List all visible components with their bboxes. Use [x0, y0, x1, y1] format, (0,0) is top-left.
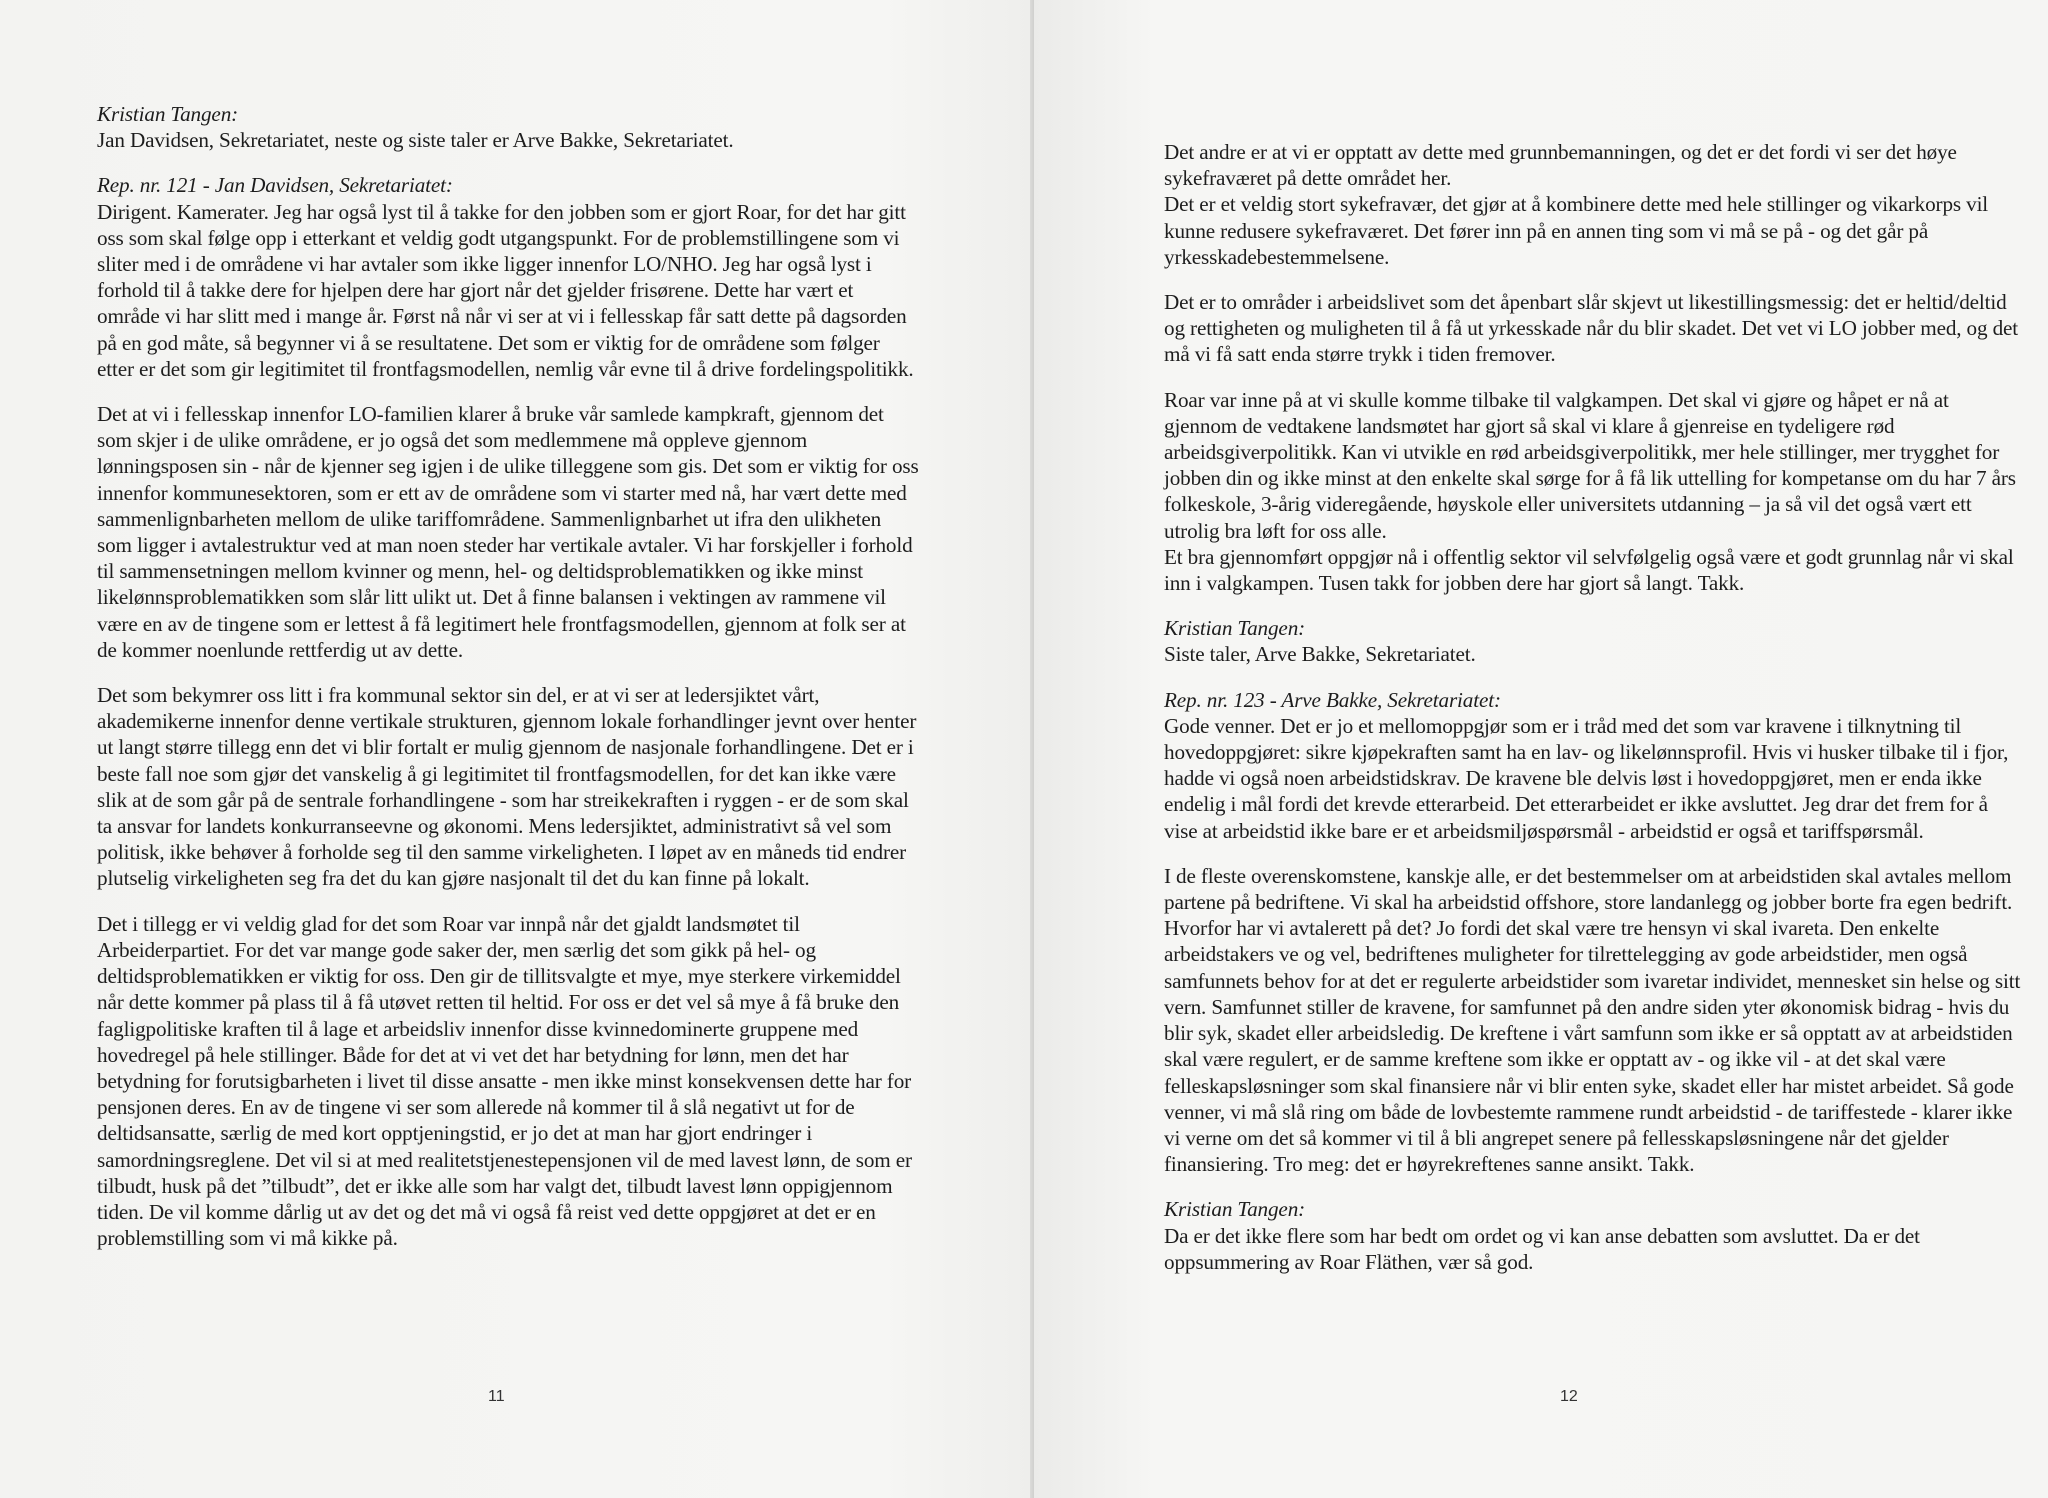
paragraph-text: I de fleste overenskomstene, kanskje alle, er det bestemmelser om at arbeidstiden skal avtales mellom partene på bedriftene. Vi skal ha arbeidstid offshore, store landanlegg og jobber borte fra egen bedrift. Hvorfor har vi avtalerett på det? Jo fordi det skal være tre hensyn vi skal ivareta. Den enkelte arbeidstakers ve og vel, bedriftenes muligheter for tilrettelegging av gode arbeidstider, men også samfunnets behov for at det er regulerte arbeidstider som ivaretar individet, mennesket sin helse og sitt vern. Samfunnet stiller de kravene, for samfunnet på den andre siden yter økonomisk bidrag - hvis du blir syk, skadet eller arbeidsledig. De kreftene i vårt samfunn som ikke er så opptatt av at arbeidstiden skal være regulert, er de samme kreftene som ikke er opptatt av - og ikke vil - at det skal være felleskapsløsninger som skal finansiere når vi blir enten syke, skadet eller har mistet arbeidet. Så gode venner, vi må slå ring om både de lovbestemte rammene rundt arbeidstid - de tariffestede - klarer ikke vi verne om det så kommer vi til å bli angrepet senere på fellesskapsløsningene når det gjelder finansiering. Tro meg: det er høyrekreftenes sanne ansikt. Takk.	[1164, 863, 2021, 1177]
paragraph	[97, 172, 919, 382]
paragraph-text: Jan Davidsen, Sekretariatet, neste og siste taler er Arve Bakke, Sekretariatet.	[97, 128, 734, 153]
paragraph	[1164, 139, 2026, 270]
speaker-label: Rep. nr. 123 - Arve Bakke, Sekretariatet:	[1164, 687, 1501, 712]
paragraph	[97, 401, 919, 663]
paragraph	[1164, 863, 2026, 1177]
paragraph-text: Det i tillegg er vi veldig glad for det som Roar var innpå når det gjaldt landsmøtet til Arbeiderpartiet. For det var mange gode saker der, men særlig det som gikk på hel- og deltidsproblematikken er viktig for oss. Den gir de tillitsvalgte et mye, mye sterkere virkemiddel når dette kommer på plass til å få utøvet retten til heltid. For oss er det vel så mye å få bruke den fagligpolitiske kraften til å lage et arbeidsliv innenfor disse kvinnedominerte gruppene med hovedregel på hele stillinger. Både for det at vi vet det har betydning for lønn, men det har betydning for forutsigbarheten i livet til disse ansatte - men ikke minst konsekvensen dette har for pensjonen deres. En av de tingene vi ser som allerede nå kommer til å slå negativt ut for de deltidsansatte, særlig de med kort opptjeningstid, er jo det at man har gjort endringer i samordningsreglene. Det vil si at med realitetstjenestepensjonen vil de med lavest lønn, de som er tilbudt, husk på det ”tilbudt”, det er ikke alle som har valgt det, tilbudt lavest lønn oppigjennom tiden. De vil komme dårlig ut av det og det må vi også få reist ved dette oppgjøret at det er en problemstilling som vi må kikke på.	[97, 911, 912, 1251]
left-text-column	[97, 0, 919, 1270]
paragraph-text: Gode venner. Det er jo et mellomoppgjør som er i tråd med det som var kravene i tilknytning til hovedoppgjøret: sikre kjøpekraften samt ha en lav- og likelønnsprofil. Hvis vi husker tilbake til i fjor, hadde vi også noen arbeidstidskrav. De kravene ble delvis løst i hovedoppgjøret, men er enda ikke endelig i mål fordi det krevde etterarbeid. Det etterarbeidet er ikke avsluttet. Jeg drar det frem for å vise at arbeidstid ikke bare er et arbeidsmiljøspørsmål - arbeidstid er også et tariffspørsmål.	[1164, 713, 2009, 843]
paragraph	[1164, 289, 2026, 368]
speaker-label: Kristian Tangen:	[1164, 1197, 1306, 1222]
speaker-label: Rep. nr. 121 - Jan Davidsen, Sekretariatet:	[97, 173, 453, 198]
page-number-left: 11	[488, 1388, 505, 1405]
paragraph-text: Det er to områder i arbeidslivet som det åpenbart slår skjevt ut likestillingsmessig: det er heltid/deltid og rettigheten og muligheten til å få ut yrkesskade når du blir skadet. Det vet vi LO jobber med, og det må vi få satt enda større trykk i tiden fremover.	[1164, 290, 2019, 367]
right-text-column	[1164, 0, 2026, 1294]
paragraph-text: Det at vi i fellesskap innenfor LO-familien klarer å bruke vår samlede kampkraft, gjennom det som skjer i de ulike områdene, er jo også det som medlemmene må oppleve gjennom lønningsposen sin - når de kjenner seg igjen i de ulike tilleggene som gis. Det som er viktig for oss innenfor kommunesektoren, som er ett av de områdene som vi starter med nå, har vært dette med sammenlignbarheten mellom de ulike tariffområdene. Sammenlignbarhet ut ifra den ulikheten som ligger i avtalestruktur ved at man noen steder har vertikale avtaler. Vi har forskjeller i forhold til sammensetningen mellom kvinner og menn, hel- og deltidsproblematikken og ikke minst likelønnsproblematikken som slår litt ulikt ut. Det å finne balansen i vektingen av rammene vil være en av de tingene som er lettest å få legitimert hele frontfagsmodellen, gjennom at folk ser at de kommer noenlunde rettferdig ut av dette.	[97, 402, 919, 662]
paragraph	[97, 682, 919, 892]
paragraph	[1164, 387, 2026, 597]
paragraph	[97, 101, 919, 153]
page-number-right: 12	[1560, 1388, 1578, 1405]
paragraph-text: Da er det ikke flere som har bedt om ordet og vi kan anse debatten som avsluttet. Da er det oppsummering av Roar Fläthen, vær så god.	[1164, 1223, 1920, 1274]
paragraph	[1164, 615, 2026, 667]
paragraph-text: Det som bekymrer oss litt i fra kommunal sektor sin del, er at vi ser at ledersjiktet vårt, akademikerne innenfor denne vertikale strukturen, gjennom lokale forhandlinger jevnt over henter ut langt større tillegg enn det vi blir fortalt er mulig gjennom de nasjonale forhandlingene. Det er i beste fall noe som gjør det vanskelig å gi legitimitet til frontfagsmodellen, for det kan ikke være slik at de som går på de sentrale forhandlingene - som har streikekraften i ryggen - er de som skal ta ansvar for landets konkurranseevne og økonomi. Mens ledersjiktet, administrativt så vel som politisk, ikke behøver å forholde seg til den samme virkeligheten. I løpet av en måneds tid endrer plutselig virkeligheten seg fra det du kan gjøre nasjonalt til det du kan finne på lokalt.	[97, 683, 917, 891]
speaker-label: Kristian Tangen:	[97, 102, 239, 126]
paragraph-text: Siste taler, Arve Bakke, Sekretariatet.	[1164, 642, 1476, 667]
paragraph-text: Det andre er at vi er opptatt av dette med grunnbemanningen, og det er det fordi vi ser det høye sykefraværet på dette området her. Det er et veldig stort sykefravær, det gjør at å kombinere dette med hele stillinger og vikarkorps vil kunne redusere sykefraværet. Det fører inn på en annen ting som vi må se på - og det går på yrkesskadebestemmelsene.	[1164, 140, 1989, 269]
paragraph	[1164, 1196, 2026, 1275]
speaker-label: Kristian Tangen:	[1164, 616, 1306, 641]
paragraph	[1164, 687, 2026, 844]
paragraph-text: Dirigent. Kamerater. Jeg har også lyst til å takke for den jobben som er gjort Roar, for det har gitt oss som skal følge opp i etterkant et veldig godt utgangspunkt. For de problemstillingene som vi sliter med i de områdene vi har avtaler som ikke ligger innenfor LO/NHO. Jeg har også lyst i forhold til å takke dere for hjelpen dere har gjort når det gjelder frisørene. Dette har vært et område vi har slitt med i mange år. Først nå når vi ser at vi i fellesskap får satt dette på dagsorden på en god måte, så begynner vi å se resultatene. Det som er viktig for de områdene som følger etter er det som gir legitimitet til frontfagsmodellen, nemlig vår evne til å drive fordelingspolitikk.	[97, 199, 914, 381]
paragraph-text: Roar var inne på at vi skulle komme tilbake til valgkampen. Det skal vi gjøre og håpet er nå at gjennom de vedtakene landsmøtet har gjort så skal vi klare å gjenreise en tydeligere rød arbeidsgiverpolitikk. Kan vi utvikle en rød arbeidsgiverpolitikk, mer hele stillinger, mer trygghet for jobben din og ikke minst at den enkelte skal sørge for å få lik uttelling for kompetanse om du har 7 års folkeskole, 3-årig videregående, høyskole eller universitets utdanning – ja så vil det også vært ett utrolig bra løft for oss alle. Et bra gjennomført oppgjør nå i offentlig sektor vil selvfølgelig også være et godt grunnlag når vi skal inn i valgkampen. Tusen takk for jobben dere har gjort så langt. Takk.	[1164, 387, 2016, 596]
paragraph	[97, 911, 919, 1252]
right-page	[1034, 0, 2048, 1498]
